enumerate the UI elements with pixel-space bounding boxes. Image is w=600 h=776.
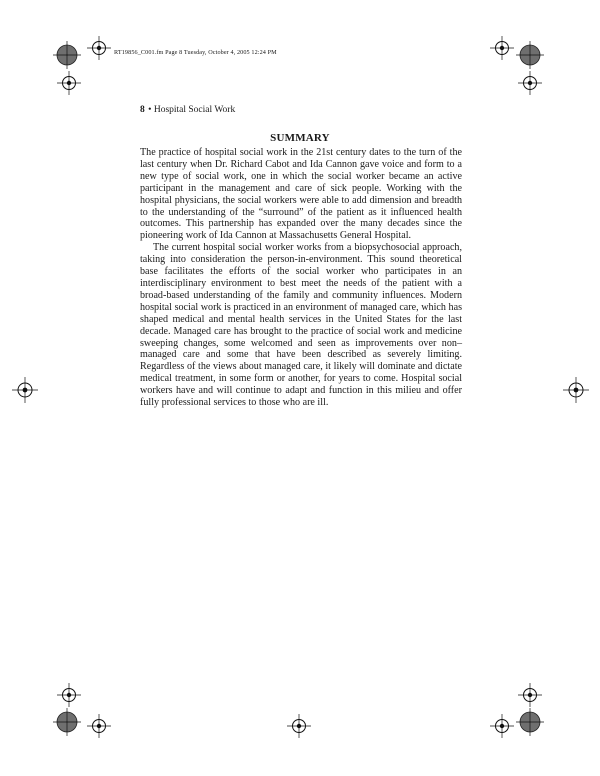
crosshair-registration-mark-icon (57, 71, 81, 95)
crosshair-registration-mark-icon (490, 36, 514, 60)
crosshair-registration-mark-icon (563, 377, 589, 403)
crosshair-registration-mark-icon (87, 714, 111, 738)
crosshair-registration-mark-icon (287, 714, 311, 738)
paragraph: The current hospital social worker works from a biopsychosocial approach, taking into consideration the person-in-environment. This sound theoretical base facilitates the efforts of the social worker who participates in an interdisciplinary environment to best meet the needs of the patient with a broad-based understanding of the family and community influences. Modern hospital social work is practiced in an environment of managed care, which has shaped medical and mental health services in the United States for the last decade. Managed care has brought to the practice of social work and medicine sweeping changes, some welcomed and seen as improvements over non–managed care and some that have been described as severely limiting. Regardless of the views about managed care, it likely will dominate and dictate medical treatment, in some form or another, for years to come. Hospital social workers have and will continue to adapt and function in this milieu and offer fully professional services to those who are ill. (140, 242, 462, 409)
body-text (140, 147, 462, 409)
section-heading: SUMMARY (270, 132, 330, 144)
shaded-registration-mark-icon (53, 41, 81, 69)
crosshair-registration-mark-icon (12, 377, 38, 403)
shaded-registration-mark-icon (516, 708, 544, 736)
crosshair-registration-mark-icon (518, 71, 542, 95)
crosshair-registration-mark-icon (490, 714, 514, 738)
crosshair-registration-mark-icon (87, 36, 111, 60)
shaded-registration-mark-icon (516, 41, 544, 69)
running-head (140, 105, 235, 115)
crosshair-registration-mark-icon (57, 683, 81, 707)
shaded-registration-mark-icon (53, 708, 81, 736)
running-head-title: Hospital Social Work (153, 105, 236, 115)
printer-slug: RT19856_C001.fm Page 8 Tuesday, October 4, 2005 12:24 PM (114, 49, 277, 56)
page-number: 8 (140, 105, 145, 115)
paragraph: The practice of hospital social work in the 21st century dates to the turn of the last century when Dr. Richard Cabot and Ida Cannon gave voice and form to a new type of social work, one in which the social worker became an active participant in the management and care of sick people. Working with the hospital physicians, the social workers were able to add dimension and breadth to the understanding of the “surround” of the patient as it influenced health outcomes. This partnership has expanded over the many decades since the pioneering work of Ida Cannon at Massachusetts General Hospital. (140, 147, 462, 242)
bullet-separator: • (148, 105, 152, 115)
crosshair-registration-mark-icon (518, 683, 542, 707)
